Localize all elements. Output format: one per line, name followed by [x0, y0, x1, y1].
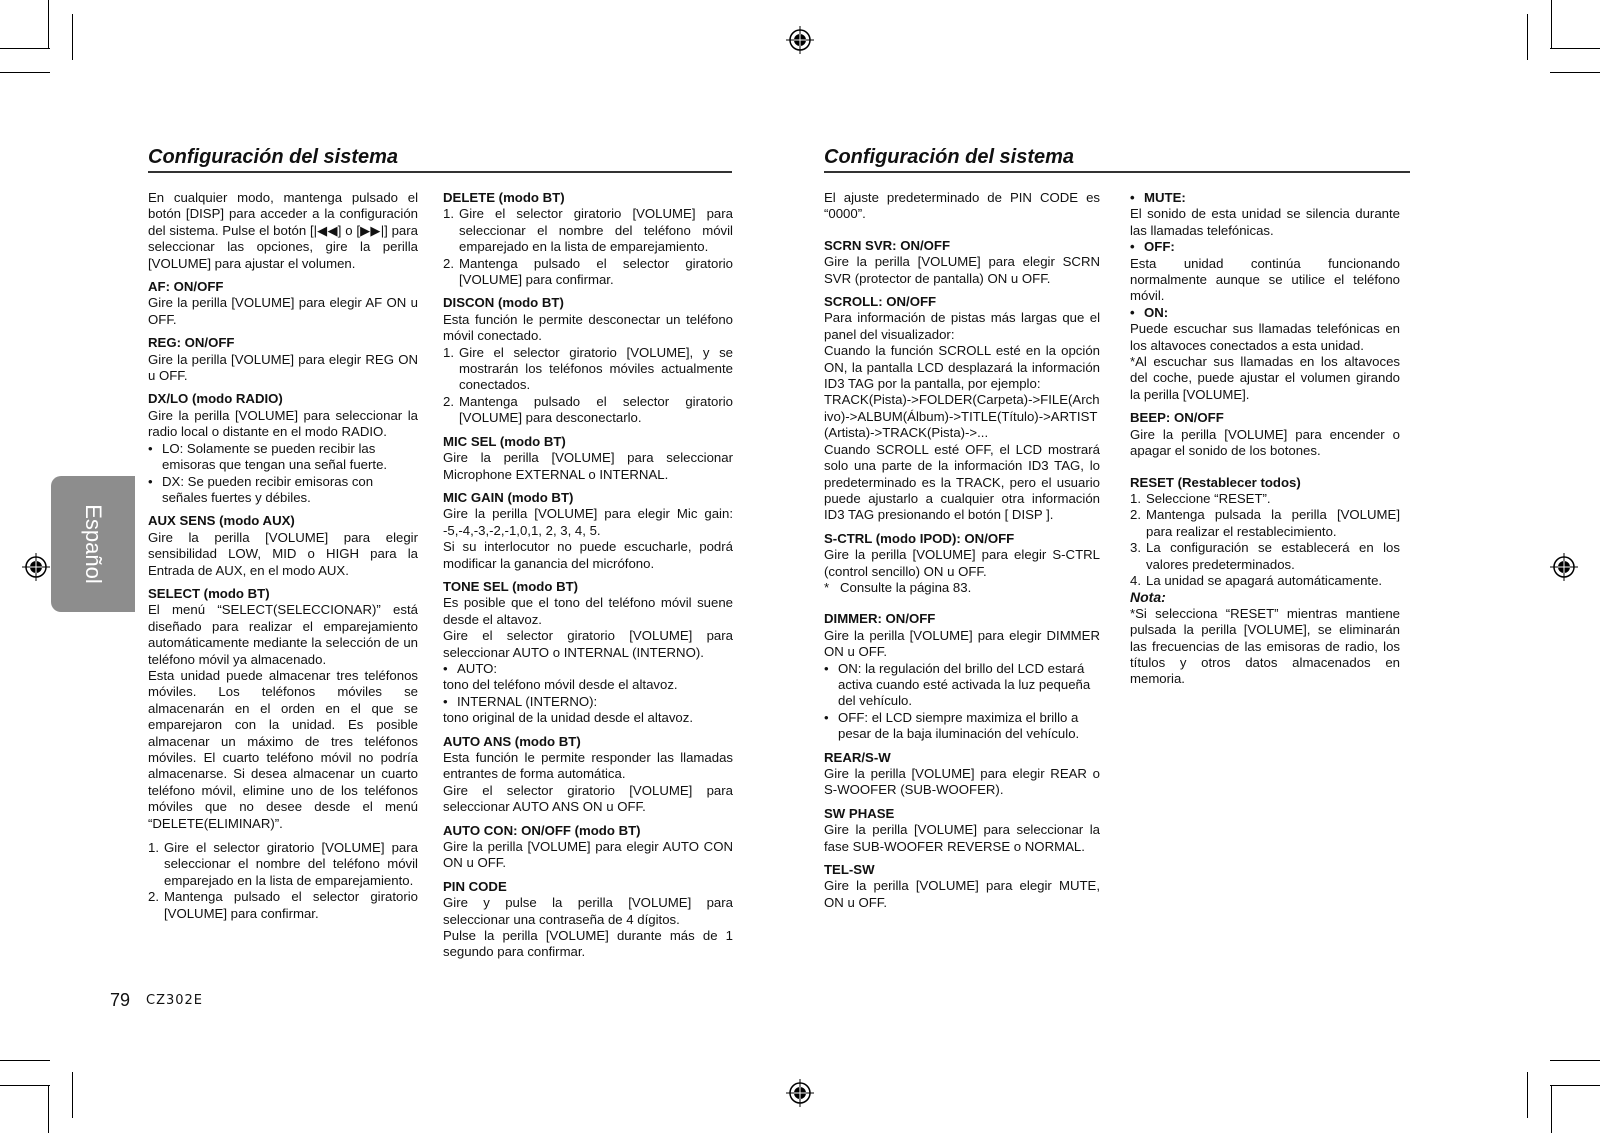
bullet-item: • ON: la regulación del brillo del LCD estará activa cuando esté activada la luz pequeña del vehículo. [824, 660, 1091, 709]
section-text: Gire la perilla [VOLUME] para seleccionar Microphone EXTERNAL o INTERNAL. [443, 450, 733, 482]
list-item: 3. La configuración se establecerá en los valores predeterminados. [1130, 540, 1400, 572]
language-tab [51, 476, 135, 612]
column-3 [824, 190, 1100, 911]
crop-mark [48, 0, 49, 48]
crop-mark [1551, 1085, 1552, 1133]
crop-mark [1527, 14, 1528, 60]
column-2 [443, 190, 733, 961]
section-text: Esta función le permite desconectar un teléfono móvil conectado. [443, 311, 733, 344]
section-heading: REAR/S-W [824, 749, 891, 765]
crop-mark [1551, 0, 1552, 48]
section-text: Cuando SCROLL esté OFF, el LCD mostrará solo una parte de la información ID3 TAG, lo predeterminado es la TRACK, pero el usuario puede ajustarlo a cualquier otra información ID3 TAG presionando el botón [ DISP ]. [824, 441, 1100, 523]
list-item: 2. Mantenga pulsado el selector giratorio [VOLUME] para confirmar. [148, 889, 418, 921]
section-text: Gire la perilla [VOLUME] para seleccionar la radio local o distante en el modo RADIO. [148, 407, 418, 440]
section-heading: AUTO ANS (modo BT) [443, 733, 581, 749]
page-title-left: Configuración del sistema [148, 146, 732, 173]
section-heading: S-CTRL (modo IPOD): ON/OFF [824, 530, 1015, 546]
model-name: CZ302E [146, 993, 204, 1008]
intro-text: En cualquier modo, mantenga pulsado el botón [DISP] para acceder a la configuración del sistema. Pulse el botón [|◀◀] o [▶▶|] para seleccionar las opciones, gire la perilla [VOLUME] para ajustar el volumen. [148, 190, 418, 271]
bullet-icon: • [824, 709, 829, 725]
section-heading: MIC SEL (modo BT) [443, 433, 566, 449]
bullet-icon: • [148, 440, 153, 456]
list-item: 2. Mantenga pulsada la perilla [VOLUME] para realizar el restablecimiento. [1130, 507, 1400, 539]
section-heading: REG: ON/OFF [148, 335, 235, 351]
crop-mark [72, 14, 73, 60]
section-heading: PIN CODE [443, 878, 507, 894]
section-heading: AUX SENS (modo AUX) [148, 513, 295, 529]
bullet-item: • AUTO: [443, 660, 498, 676]
section-heading: AUTO CON: ON/OFF (modo BT) [443, 822, 641, 838]
bullet-item: • LO: Solamente se pueden recibir las emisoras que tengan una señal fuerte. [148, 440, 388, 473]
section-heading: RESET (Restablecer todos) [1130, 474, 1301, 490]
section-text: El ajuste predeterminado de PIN CODE es “0000”. [824, 190, 1100, 222]
section-text: Gire la perilla [VOLUME] para elegir Mic gain: -5,-4,-3,-2,-1,0,1, 2, 3, 4, 5. [443, 506, 733, 538]
section-text: Para información de pistas más largas que el panel del visualizador: [824, 310, 1100, 342]
page-number: 79 [110, 990, 131, 1010]
section-text: Gire la perilla [VOLUME] para encender o apagar el sonido de los botones. [1130, 426, 1400, 459]
column-4 [1130, 190, 1400, 688]
section-text: Esta función le permite responder las llamadas entrantes de forma automática. [443, 750, 733, 782]
section-heading: DIMMER: ON/OFF [824, 611, 936, 627]
section-heading: BEEP: ON/OFF [1130, 410, 1224, 426]
section-text: TRACK(Pista)->FOLDER(Carpeta)->FILE(Archivo)->ALBUM(Álbum)->TITLE(Título)->ARTIST(Artista)->TRACK(Pista)->... [824, 392, 1100, 441]
section-text: Gire la perilla [VOLUME] para elegir SCRN SVR (protector de pantalla) ON u OFF. [824, 254, 1100, 286]
bullet-icon: • [443, 660, 448, 676]
section-text: Pulse la perilla [VOLUME] durante más de 1 segundo para confirmar. [443, 928, 733, 960]
bullet-icon: • [1130, 239, 1135, 255]
section-heading: TEL-SW [824, 862, 875, 878]
bullet-item: • INTERNAL (INTERNO): [443, 693, 598, 709]
section-heading: SCROLL: ON/OFF [824, 294, 937, 310]
crop-mark [1550, 1060, 1600, 1061]
bullet-icon: • [1130, 190, 1135, 205]
section-text: Gire la perilla [VOLUME] para elegir DIMMER ON u OFF. [824, 627, 1100, 660]
crop-mark [1527, 1072, 1528, 1118]
section-heading: SELECT (modo BT) [148, 585, 270, 601]
bullet-item: • MUTE: [1130, 190, 1186, 205]
section-heading: AF: ON/OFF [148, 279, 224, 295]
section-text: Gire la perilla [VOLUME] para elegir sensibilidad LOW, MID o HIGH para la Entrada de AUX, en el modo AUX. [148, 529, 418, 578]
column-1 [148, 190, 418, 922]
section-text: Es posible que el tono del teléfono móvil suene desde el altavoz. [443, 595, 733, 627]
section-text: Gire la perilla [VOLUME] para elegir REAR o S-WOOFER (SUB-WOOFER). [824, 766, 1100, 798]
list-item: 4. La unidad se apagará automáticamente. [1130, 572, 1383, 588]
bullet-item: • ON: [1130, 304, 1169, 320]
note-text: *Si selecciona “RESET” mientras mantiene pulsada la perilla [VOLUME], se eliminarán las frecuencias de las emisoras de radio, los títulos y otros datos almacenados en memoria. [1130, 605, 1400, 687]
section-text: Gire la perilla [VOLUME] para elegir REG ON u OFF. [148, 351, 418, 384]
list-item: 1. Gire el selector giratorio [VOLUME], y se mostrarán los teléfonos móviles actualmente conectados. [443, 344, 733, 393]
section-text: Gire la perilla [VOLUME] para elegir AF ON u OFF. [148, 295, 418, 327]
crop-mark [72, 1072, 73, 1118]
section-text: Puede escuchar sus llamadas telefónicas en los altavoces conectados a esta unidad. [1130, 321, 1400, 353]
list-item: 2. Mantenga pulsado el selector giratorio [VOLUME] para desconectarlo. [443, 393, 733, 426]
section-text: Gire el selector giratorio [VOLUME] para seleccionar AUTO ANS ON u OFF. [443, 782, 733, 815]
section-text: Gire la perilla [VOLUME] para elegir AUTO CON ON u OFF. [443, 839, 733, 871]
section-text: Esta unidad puede almacenar tres teléfonos móviles. Los teléfonos móviles se almacenarán en el orden en el que se emparejaron con la unidad. Es posible almacenar un máximo de tres teléfonos móviles. El cuarto teléfono móvil no podría almacenarse. Si desea almacenar un cuarto teléfono móvil, elimine uno de los teléfonos móviles que no desee desde el menú “DELETE(ELIMINAR)”. [148, 667, 418, 831]
section-heading: DELETE (modo BT) [443, 190, 565, 205]
list-item: 2. Mantenga pulsado el selector giratorio [VOLUME] para confirmar. [443, 255, 733, 288]
bullet-item: • OFF: el LCD siempre maximiza el brillo a pesar de la baja iluminación del vehículo. [824, 709, 1080, 742]
section-heading: TONE SEL (modo BT) [443, 578, 579, 594]
section-text: El sonido de esta unidad se silencia durante las llamadas telefónicas. [1130, 206, 1400, 238]
section-heading: MIC GAIN (modo BT) [443, 489, 574, 505]
crop-mark [48, 1085, 49, 1133]
section-text: *Al escuchar sus llamadas en los altavoces del coche, puede ajustar el volumen girando la perilla [VOLUME]. [1130, 354, 1400, 402]
crop-mark [0, 72, 50, 73]
registration-mark-icon [786, 26, 814, 54]
section-text: tono del teléfono móvil desde el altavoz. [443, 677, 678, 693]
section-text: El menú “SELECT(SELECCIONAR)” está diseñado para realizar el emparejamiento automáticamente mediante la selección de un teléfono móvil ya almacenado. [148, 602, 418, 667]
bullet-icon: • [148, 473, 153, 489]
section-text: Gire la perilla [VOLUME] para seleccionar la fase SUB-WOOFER REVERSE o NORMAL. [824, 822, 1100, 854]
list-item: 1. Gire el selector giratorio [VOLUME] para seleccionar el nombre del teléfono móvil emparejado en la lista de emparejamiento. [443, 206, 733, 255]
section-text: Cuando la función SCROLL esté en la opción ON, la pantalla LCD desplazará la información ID3 TAG por la pantalla, por ejemplo: [824, 343, 1100, 392]
crop-mark [0, 1060, 50, 1061]
page-title-right: Configuración del sistema [824, 146, 1410, 173]
section-text: Gire y pulse la perilla [VOLUME] para seleccionar una contraseña de 4 dígitos. [443, 895, 733, 927]
section-heading: SW PHASE [824, 805, 895, 821]
crop-mark [0, 48, 50, 49]
section-text: Esta unidad continúa funcionando normalmente aunque se utilice el teléfono móvil. [1130, 255, 1400, 304]
bullet-item: • OFF: [1130, 239, 1175, 255]
bullet-item: • DX: Se pueden recibir emisoras con señales fuertes y débiles. [148, 473, 374, 505]
section-text: Gire la perilla [VOLUME] para elegir MUTE, ON u OFF. [824, 878, 1100, 910]
crop-mark [1550, 72, 1600, 73]
section-heading: DX/LO (modo RADIO) [148, 391, 283, 407]
note-item: * Consulte la página 83. [824, 579, 972, 595]
language-tab-label: Español [81, 504, 106, 584]
section-heading: DISCON (modo BT) [443, 295, 564, 311]
section-text: Si su interlocutor no puede escucharle, podrá modificar la ganancia del micrófono. [443, 539, 733, 571]
bullet-icon: • [824, 660, 829, 676]
section-text: Gire el selector giratorio [VOLUME] para seleccionar AUTO o INTERNAL (INTERNO). [443, 628, 733, 660]
bullet-icon: • [443, 693, 448, 709]
note-heading: Nota: [1130, 589, 1166, 606]
list-item: 1. Gire el selector giratorio [VOLUME] para seleccionar el nombre del teléfono móvil emparejado en la lista de emparejamiento. [148, 840, 418, 888]
crop-mark [0, 1085, 50, 1086]
list-item: 1. Seleccione “RESET”. [1130, 490, 1271, 506]
bullet-icon: • [1130, 304, 1135, 320]
registration-mark-icon [786, 1079, 814, 1107]
registration-mark-icon [1550, 553, 1578, 581]
crop-mark [1550, 48, 1600, 49]
section-text: Gire la perilla [VOLUME] para elegir S-CTRL (control sencillo) ON u OFF. [824, 547, 1100, 579]
crop-mark [1550, 1085, 1600, 1086]
section-text: tono original de la unidad desde el altavoz. [443, 710, 694, 726]
registration-mark-icon [22, 553, 50, 581]
section-heading: SCRN SVR: ON/OFF [824, 237, 951, 253]
